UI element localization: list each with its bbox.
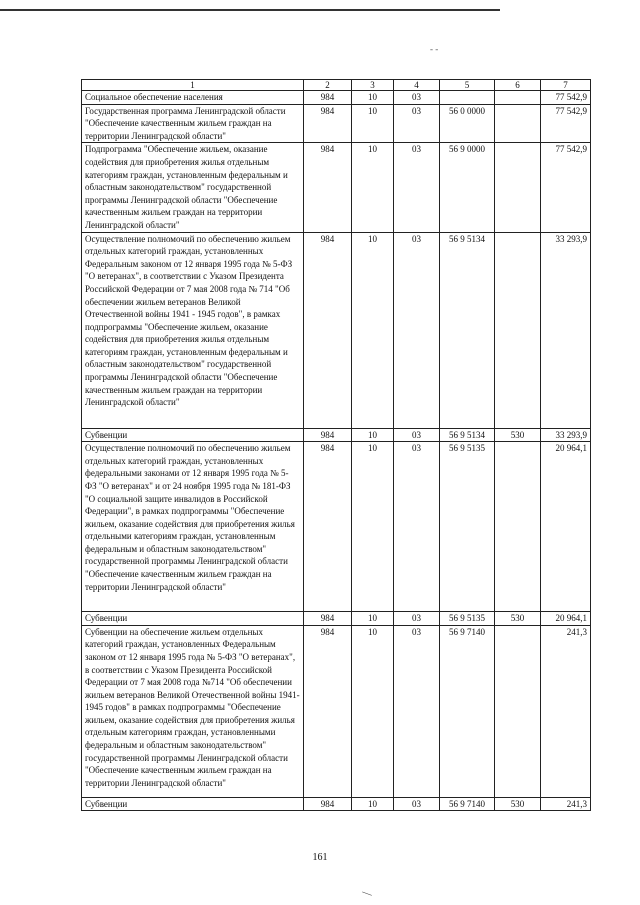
- row-vr: 530: [495, 428, 541, 442]
- row-name: Осуществление полномочий по обеспечению жильем отдельных категорий граждан, установленных Федеральным законом от 12 января 1995 года № 5-ФЗ "О ветеранах", в соответствии с Указом Президента Российской Федерации от 7 мая 2008 года № 714 "Об обеспечении жильем ветеранов Великой Отечественной войны 1941 - 1945 годов", в рамках подпрограммы "Обеспечение жильем, оказание содействия для приобретения жилья отдельным категориям граждан, установленным федеральным и областным законодательством" государственной программы Ленинградской области "Обеспечение качественным жильем граждан на территории Ленинградской области": [82, 232, 304, 428]
- header-col-4: 4: [394, 80, 440, 91]
- row-name: Субвенции: [82, 612, 304, 626]
- row-rz: 10: [352, 428, 394, 442]
- row-name: Подпрограмма "Обеспечение жильем, оказание содействия для приобретения жилья отдельным категориям граждан, установленным федеральным и областным законодательством" государственной программы Ленинградской области "Обеспечение качественным жильем граждан на территории Ленинградской области": [82, 143, 304, 232]
- row-rz: 10: [352, 612, 394, 626]
- row-csr: 56 0 0000: [440, 104, 495, 143]
- header-col-1: 1: [82, 80, 304, 91]
- row-name: Субвенции: [82, 428, 304, 442]
- row-rz: 10: [352, 625, 394, 797]
- row-sum: 20 964,1: [541, 442, 591, 612]
- row-pr: 03: [394, 612, 440, 626]
- row-rz: 10: [352, 232, 394, 428]
- table-row: [82, 232, 591, 428]
- header-col-7: 7: [541, 80, 591, 91]
- row-sum: 77 542,9: [541, 91, 591, 105]
- header-col-2: 2: [304, 80, 352, 91]
- row-sum: 33 293,9: [541, 232, 591, 428]
- page-number: 161: [312, 852, 328, 863]
- row-sum: 77 542,9: [541, 143, 591, 232]
- header-col-6: 6: [495, 80, 541, 91]
- row-pr: 03: [394, 428, 440, 442]
- row-pr: 03: [394, 104, 440, 143]
- row-gr: 984: [304, 91, 352, 105]
- row-vr: [495, 442, 541, 612]
- table-row: [82, 612, 591, 626]
- row-pr: 03: [394, 797, 440, 811]
- row-pr: 03: [394, 442, 440, 612]
- row-gr: 984: [304, 797, 352, 811]
- header-col-5: 5: [440, 80, 495, 91]
- row-gr: 984: [304, 442, 352, 612]
- header-col-3: 3: [352, 80, 394, 91]
- row-csr: 56 9 5135: [440, 442, 495, 612]
- row-name: Социальное обеспечение населения: [82, 91, 304, 105]
- row-gr: 984: [304, 625, 352, 797]
- row-name: Осуществление полномочий по обеспечению жильем отдельных категорий граждан, установленных федеральными законами от 12 января 1995 года № 5-ФЗ "О ветеранах" и от 24 ноября 1995 года № 181-ФЗ "О социальной защите инвалидов в Российской Федерации", в рамках подпрограммы "Обеспечение жильем, оказание содействия для приобретения жилья отдельными категориям граждан, установленным федеральным и областным законодательством" государственной программы Ленинградской области "Обеспечение качественным жильем граждан на территории Ленинградской области": [82, 442, 304, 612]
- row-sum: 33 293,9: [541, 428, 591, 442]
- row-pr: 03: [394, 232, 440, 428]
- row-gr: 984: [304, 232, 352, 428]
- row-vr: 530: [495, 797, 541, 811]
- row-csr: 56 9 7140: [440, 625, 495, 797]
- row-pr: 03: [394, 143, 440, 232]
- row-sum: 20 964,1: [541, 612, 591, 626]
- row-vr: [495, 625, 541, 797]
- table-row: [82, 797, 591, 811]
- table-row: [82, 625, 591, 797]
- table-row: [82, 104, 591, 143]
- row-csr: 56 9 5134: [440, 232, 495, 428]
- row-vr: [495, 232, 541, 428]
- row-rz: 10: [352, 104, 394, 143]
- row-gr: 984: [304, 104, 352, 143]
- row-name: Субвенции: [82, 797, 304, 811]
- row-name: Субвенции на обеспечение жильем отдельных категорий граждан, установленных Федеральным законом от 12 января 1995 года № 5-ФЗ "О ветеранах", в соответствии с Указом Президента Российской Федерации от 7 мая 2008 года №714 "Об обеспечении жильем ветеранов Великой Отечественной войны 1941-1945 годов" в рамках подпрограммы "Обеспечение жильем, оказание содействия для приобретения жилья отдельным категориям граждан, установленными федеральным и областным законодательством" государственной программы Ленинградской области "Обеспечение качественным жильем граждан на территории Ленинградской области": [82, 625, 304, 797]
- row-csr: 56 9 5134: [440, 428, 495, 442]
- row-vr: [495, 143, 541, 232]
- row-sum: 77 542,9: [541, 104, 591, 143]
- table-row: [82, 428, 591, 442]
- row-sum: 241,3: [541, 625, 591, 797]
- row-rz: 10: [352, 143, 394, 232]
- row-csr: 56 9 7140: [440, 797, 495, 811]
- table-row: [82, 143, 591, 232]
- row-csr: 56 9 5135: [440, 612, 495, 626]
- row-csr: [440, 91, 495, 105]
- row-pr: 03: [394, 91, 440, 105]
- table-row: [82, 442, 591, 612]
- row-pr: 03: [394, 625, 440, 797]
- scan-speck: - -: [430, 44, 439, 54]
- row-sum: 241,3: [541, 797, 591, 811]
- table-row: [82, 91, 591, 105]
- row-gr: 984: [304, 143, 352, 232]
- budget-table: [81, 79, 591, 811]
- row-rz: 10: [352, 91, 394, 105]
- row-rz: 10: [352, 797, 394, 811]
- top-rule: [0, 9, 500, 11]
- table-header-row: [82, 80, 591, 91]
- row-vr: 530: [495, 612, 541, 626]
- row-rz: 10: [352, 442, 394, 612]
- row-gr: 984: [304, 612, 352, 626]
- row-name: Государственная программа Ленинградской области "Обеспечение качественным жильем граждан на территории Ленинградской области": [82, 104, 304, 143]
- row-csr: 56 9 0000: [440, 143, 495, 232]
- row-vr: [495, 104, 541, 143]
- scan-speck: —: [360, 886, 374, 901]
- row-gr: 984: [304, 428, 352, 442]
- row-vr: [495, 91, 541, 105]
